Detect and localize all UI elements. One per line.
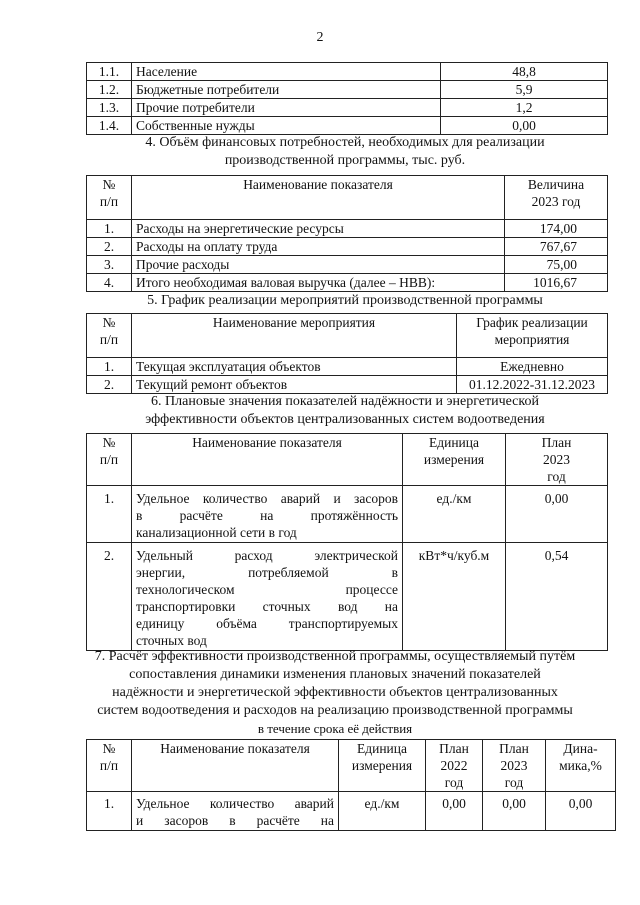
header-plan-2023-line2: 2023 (500, 758, 528, 773)
row-number: 1.4. (87, 117, 132, 135)
title-line: в течение срока её действия (257, 721, 413, 736)
row-name-line: технологическом процессе (136, 582, 398, 597)
header-plan-line3: год (547, 469, 566, 484)
title-line: 6. Плановые значения показателей надёжности и энергетической (151, 394, 539, 409)
header-number (87, 176, 132, 220)
header-dynamics-line2: мика,% (559, 758, 602, 773)
row-value: 48,8 (441, 63, 608, 81)
row-value: 0,00 (441, 117, 608, 135)
row-value: 5,9 (441, 81, 608, 99)
row-number: 1. (87, 220, 132, 238)
row-number: 4. (87, 274, 132, 292)
table-row (87, 256, 608, 274)
header-plan-line1: План (541, 435, 572, 450)
table-row (87, 117, 608, 135)
table-row (87, 543, 608, 651)
header-unit-line2: измерения (423, 452, 485, 467)
row-name: Прочие расходы (132, 256, 505, 274)
section-7-title (40, 648, 630, 738)
table-header-row (87, 740, 616, 792)
header-number-line1: № (102, 315, 116, 330)
row-name: Текущий ремонт объектов (132, 376, 457, 394)
row-name: Бюджетные потребители (132, 81, 441, 99)
header-value-line2: 2023 год (531, 194, 581, 209)
consumers-table (86, 62, 608, 135)
header-name: Наименование показателя (132, 434, 403, 486)
header-unit-line1: Единица (428, 435, 479, 450)
header-number-line2: п/п (99, 758, 119, 773)
row-name: Прочие потребители (132, 99, 441, 117)
row-number: 1.3. (87, 99, 132, 117)
row-number: 1.2. (87, 81, 132, 99)
title-line: систем водоотведения и расходов на реализацию производственной программы (97, 703, 573, 718)
row-number: 2. (87, 238, 132, 256)
financial-needs-table (86, 175, 608, 292)
header-plan (506, 434, 608, 486)
row-unit: ед./км (403, 486, 506, 543)
table-row (87, 63, 608, 81)
row-name-line: Удельное количество аварий и засоров (136, 491, 398, 506)
header-number-line2: п/п (99, 332, 119, 347)
title-line: производственной программы, тыс. руб. (224, 153, 466, 168)
row-dynamics: 0,00 (546, 792, 616, 831)
row-number: 2. (87, 543, 132, 651)
header-number (87, 314, 132, 358)
table-row (87, 792, 616, 831)
header-plan-2022-line3: год (444, 775, 464, 790)
row-number: 3. (87, 256, 132, 274)
table-row (87, 376, 608, 394)
row-name-line: единицу объёма транспортируемых (136, 616, 398, 631)
header-number (87, 740, 132, 792)
table-row (87, 99, 608, 117)
header-unit (339, 740, 426, 792)
section-4-title (60, 134, 630, 170)
header-schedule-line1: График реализации (476, 315, 588, 330)
header-plan-2023 (483, 740, 546, 792)
table-header-row (87, 434, 608, 486)
header-unit-line1: Единица (356, 741, 407, 756)
row-name: Население (132, 63, 441, 81)
row-plan-2023: 0,00 (483, 792, 546, 831)
table-row (87, 238, 608, 256)
header-number-line2: п/п (99, 452, 119, 467)
header-name: Наименование показателя (132, 176, 505, 220)
row-name-line: сточных вод (136, 633, 207, 648)
header-unit (403, 434, 506, 486)
header-schedule-line2: мероприятия (494, 332, 570, 347)
header-name: Наименование мероприятия (132, 314, 457, 358)
table-row (87, 220, 608, 238)
table-row (87, 486, 608, 543)
table-header-row (87, 176, 608, 220)
header-value (505, 176, 608, 220)
header-name: Наименование показателя (132, 740, 339, 792)
header-unit-line2: измерения (351, 758, 413, 773)
header-plan-line2: 2023 (543, 452, 570, 467)
row-name (132, 543, 403, 651)
header-number-line2: п/п (99, 194, 119, 209)
title-line: сопоставления динамики изменения плановых значений показателей (129, 667, 541, 682)
row-unit: кВт*ч/куб.м (403, 543, 506, 651)
row-number: 1. (87, 358, 132, 376)
row-number: 2. (87, 376, 132, 394)
row-name-line: транспортировки сточных вод на (136, 599, 398, 614)
row-number: 1. (87, 792, 132, 831)
row-name: Расходы на оплату труда (132, 238, 505, 256)
row-name: Собственные нужды (132, 117, 441, 135)
header-plan-2023-line3: год (504, 775, 524, 790)
header-number-line1: № (102, 177, 116, 192)
row-value: 174,00 (505, 220, 608, 238)
row-plan: 0,00 (506, 486, 608, 543)
row-value: 75,00 (505, 256, 608, 274)
row-name (132, 486, 403, 543)
section-5-title: 5. График реализации мероприятий производственной программы (147, 293, 543, 308)
header-number (87, 434, 132, 486)
row-name-line: канализационной сети в год (136, 525, 297, 540)
row-name: Расходы на энергетические ресурсы (132, 220, 505, 238)
row-name-line: в расчёте на протяжённость (136, 508, 398, 523)
header-dynamics (546, 740, 616, 792)
title-line: 4. Объём финансовых потребностей, необходимых для реализации (145, 135, 545, 150)
title-line: 7. Расчёт эффективности производственной программы, осуществляемый путём (94, 649, 576, 664)
row-plan: 0,54 (506, 543, 608, 651)
page-number: 2 (316, 30, 324, 45)
table-row (87, 274, 608, 292)
row-schedule: 01.12.2022-31.12.2023 (457, 376, 608, 394)
header-number-line1: № (102, 741, 116, 756)
header-number-line1: № (102, 435, 116, 450)
row-number: 1. (87, 486, 132, 543)
schedule-table (86, 313, 608, 394)
row-value: 1,2 (441, 99, 608, 117)
header-dynamics-line1: Дина- (563, 741, 598, 756)
reliability-indicators-table (86, 433, 608, 651)
row-name: Итого необходимая валовая выручка (далее – НВВ): (132, 274, 505, 292)
title-line: эффективности объектов централизованных систем водоотведения (145, 412, 545, 427)
row-value: 767,67 (505, 238, 608, 256)
header-plan-2022-line2: 2022 (440, 758, 468, 773)
header-plan-2023-line1: План (499, 741, 529, 756)
row-name-line: и засоров в расчёте на (136, 813, 334, 828)
section-6-title (60, 393, 630, 429)
table-header-row (87, 314, 608, 358)
row-name-line: Удельный расход электрической (136, 548, 398, 563)
row-number: 1.1. (87, 63, 132, 81)
row-plan-2022: 0,00 (426, 792, 483, 831)
title-line: надёжности и энергетической эффективности объектов централизованных (112, 685, 558, 700)
row-schedule: Ежедневно (457, 358, 608, 376)
header-plan-2022 (426, 740, 483, 792)
header-schedule (457, 314, 608, 358)
table-row (87, 81, 608, 99)
row-name (132, 792, 339, 831)
row-unit: ед./км (339, 792, 426, 831)
row-name-line: Удельное количество аварий (136, 796, 334, 811)
row-value: 1016,67 (505, 274, 608, 292)
table-row (87, 358, 608, 376)
efficiency-table (86, 739, 616, 831)
header-value-line1: Величина (527, 177, 585, 192)
row-name: Текущая эксплуатация объектов (132, 358, 457, 376)
header-plan-2022-line1: План (439, 741, 469, 756)
row-name-line: энергии, потребляемой в (136, 565, 398, 580)
